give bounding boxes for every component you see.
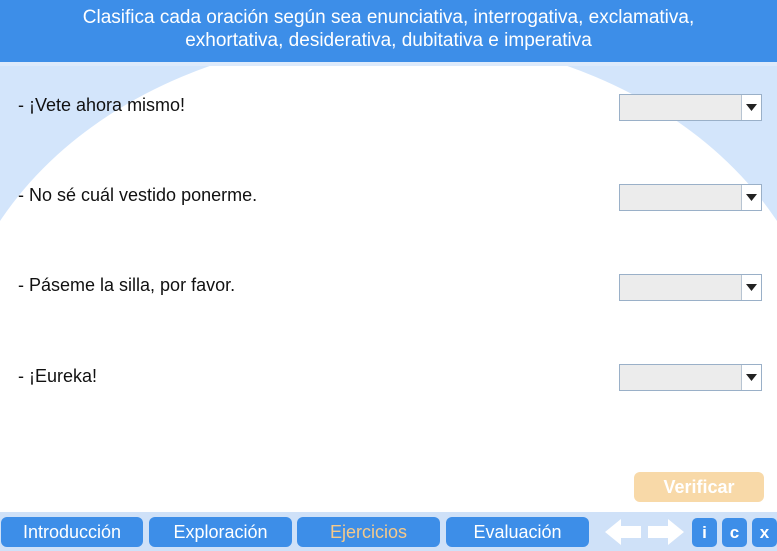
close-button[interactable]: x <box>752 518 777 547</box>
verify-button[interactable]: Verificar <box>634 472 764 502</box>
instructions-line-2: exhortativa, desiderativa, dubitativa e imperativa <box>185 30 592 51</box>
sentence-3: - Páseme la silla, por favor. <box>18 275 236 295</box>
tab-exploracion[interactable]: Exploración <box>149 517 292 547</box>
tab-evaluacion[interactable]: Evaluación <box>446 517 589 547</box>
classification-select-3[interactable] <box>619 274 762 301</box>
sentence-4: - ¡Eureka! <box>18 366 98 386</box>
credits-button[interactable]: c <box>722 518 747 547</box>
back-arrow-icon[interactable] <box>603 517 643 547</box>
sentence-2: - No sé cuál vestido ponerme. <box>18 185 258 205</box>
sentence-1: - ¡Vete ahora mismo! <box>18 95 186 115</box>
classification-select-4[interactable] <box>619 364 762 391</box>
classification-select-2[interactable] <box>619 184 762 211</box>
tab-ejercicios[interactable]: Ejercicios <box>297 517 440 547</box>
classification-select-1[interactable] <box>619 94 762 121</box>
bottom-nav <box>0 512 777 551</box>
chevron-down-icon[interactable] <box>741 275 761 300</box>
info-button[interactable]: i <box>692 518 717 547</box>
instructions-line-1: Clasifica cada oración según sea enunciativa, interrogativa, exclamativa, <box>82 7 695 28</box>
chevron-down-icon[interactable] <box>741 365 761 390</box>
tab-introduccion[interactable]: Introducción <box>1 517 143 547</box>
instructions-header <box>0 0 777 62</box>
chevron-down-icon[interactable] <box>741 95 761 120</box>
chevron-down-icon[interactable] <box>741 185 761 210</box>
forward-arrow-icon[interactable] <box>646 517 686 547</box>
